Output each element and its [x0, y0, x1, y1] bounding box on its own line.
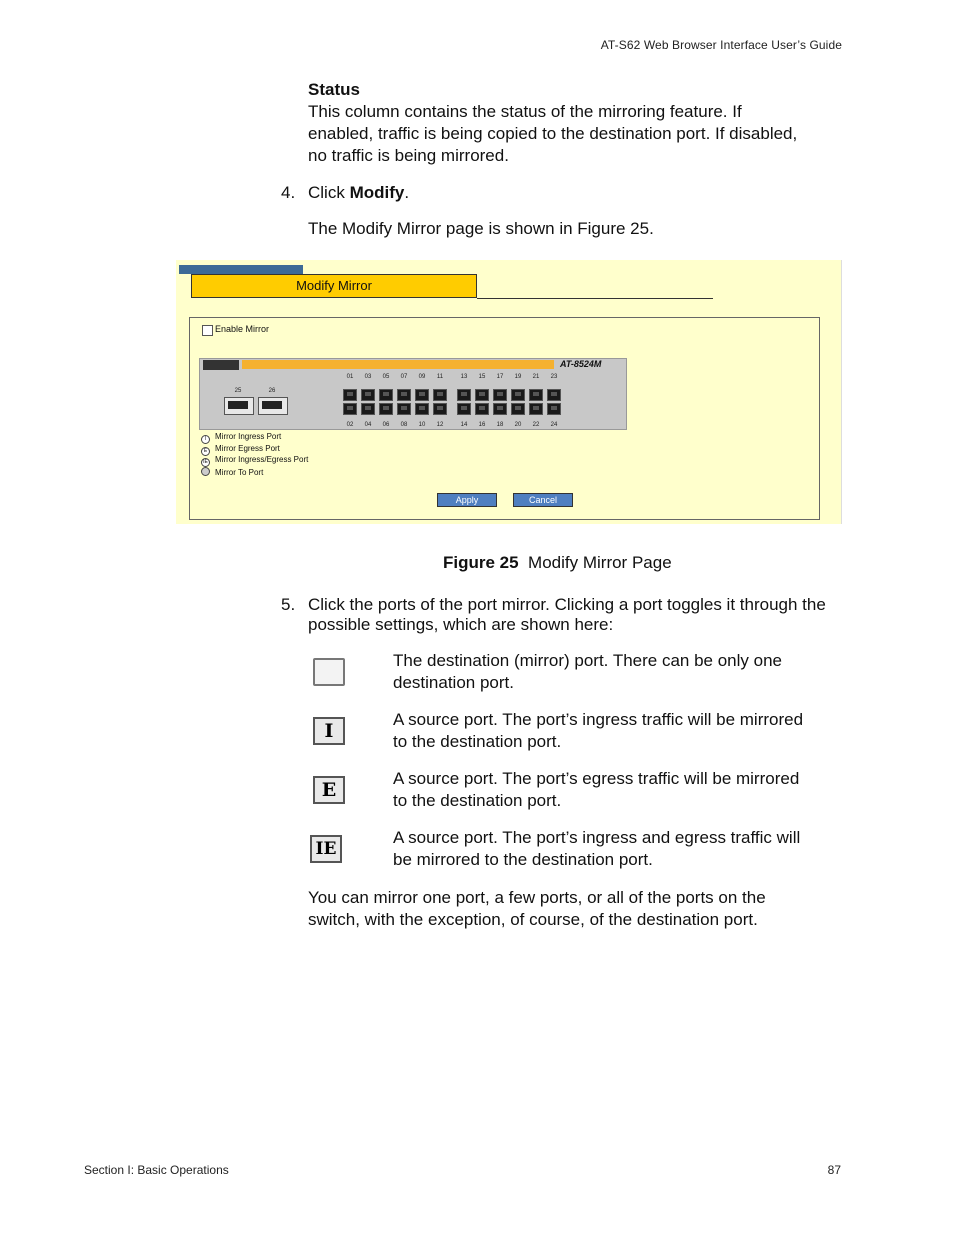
port-state-description: be mirrored to the destination port. — [393, 850, 653, 869]
port-number-top: 03 — [364, 374, 372, 380]
closing-line-2: switch, with the exception, of course, of the destination port. — [308, 910, 758, 929]
closing-line-1: You can mirror one port, a few ports, or all of the ports on the — [308, 888, 766, 907]
uplink-port-socket — [262, 401, 282, 409]
cancel-button[interactable]: Cancel — [513, 493, 573, 507]
switch-port-top[interactable] — [547, 389, 561, 401]
legend-port-icon: E — [201, 447, 210, 456]
switch-port-bottom[interactable] — [379, 403, 393, 415]
uplink-port-socket — [228, 401, 248, 409]
port-state-e-icon: E — [313, 776, 345, 804]
port-number-top: 09 — [418, 374, 426, 380]
uplink-port-number: 25 — [234, 388, 242, 394]
modify-mirror-figure — [176, 260, 842, 524]
enable-mirror-checkbox[interactable] — [202, 325, 213, 336]
switch-port-top[interactable] — [433, 389, 447, 401]
port-number-bottom: 12 — [436, 422, 444, 428]
legend-label: Mirror To Port — [215, 467, 264, 477]
switch-port-bottom[interactable] — [457, 403, 471, 415]
port-state-description: destination port. — [393, 673, 514, 692]
legend-item — [201, 432, 281, 444]
switch-stripe — [242, 360, 554, 369]
port-number-top: 11 — [436, 374, 444, 380]
port-number-bottom: 24 — [550, 422, 558, 428]
legend-port-icon: IE — [201, 458, 210, 467]
port-state-description: to the destination port. — [393, 791, 562, 810]
switch-port-bottom[interactable] — [493, 403, 507, 415]
switch-port-bottom[interactable] — [415, 403, 429, 415]
port-state-description: A source port. The port’s egress traffic will be mirrored — [393, 769, 800, 788]
page-number: 87 — [827, 1163, 841, 1177]
status-heading: Status — [308, 80, 360, 99]
switch-port-top[interactable] — [457, 389, 471, 401]
switch-port-bottom[interactable] — [343, 403, 357, 415]
switch-port-top[interactable] — [397, 389, 411, 401]
legend-item — [201, 444, 280, 456]
switch-port-top[interactable] — [361, 389, 375, 401]
legend-item — [201, 467, 263, 477]
port-number-top: 05 — [382, 374, 390, 380]
port-state-destination-icon — [313, 658, 345, 686]
port-state-description: to the destination port. — [393, 732, 562, 751]
step-5-line-2: possible settings, which are shown here: — [308, 615, 614, 634]
modify-mirror-title: Modify Mirror — [191, 274, 477, 298]
port-number-bottom: 20 — [514, 422, 522, 428]
switch-port-bottom[interactable] — [397, 403, 411, 415]
port-number-top: 15 — [478, 374, 486, 380]
status-line-1: This column contains the status of the mirroring feature. If — [308, 102, 742, 121]
switch-port-top[interactable] — [379, 389, 393, 401]
port-number-bottom: 18 — [496, 422, 504, 428]
port-number-top: 07 — [400, 374, 408, 380]
switch-port-bottom[interactable] — [475, 403, 489, 415]
legend-label: Mirror Ingress Port — [215, 432, 282, 441]
footer-section: Section I: Basic Operations — [84, 1163, 229, 1177]
port-number-bottom: 06 — [382, 422, 390, 428]
port-number-bottom: 14 — [460, 422, 468, 428]
running-header: AT-S62 Web Browser Interface User’s Guide — [600, 38, 842, 52]
switch-model: AT-8524M — [560, 359, 602, 369]
port-state-description: A source port. The port’s ingress and egress traffic will — [393, 828, 801, 847]
switch-port-bottom[interactable] — [511, 403, 525, 415]
uplink-port[interactable] — [258, 397, 288, 415]
port-number-top: 13 — [460, 374, 468, 380]
vendor-logo — [203, 360, 239, 370]
port-state-i-icon: I — [313, 717, 345, 745]
legend-port-icon: I — [201, 435, 210, 444]
switch-port-bottom[interactable] — [529, 403, 543, 415]
legend-label: Mirror Ingress/Egress Port — [215, 455, 309, 464]
port-number-bottom: 16 — [478, 422, 486, 428]
step-4-note: The Modify Mirror page is shown in Figure 25. — [308, 219, 654, 238]
uplink-port-number: 26 — [268, 388, 276, 394]
port-number-top: 19 — [514, 374, 522, 380]
port-state-description: The destination (mirror) port. There can be only one — [393, 651, 782, 670]
figure-tab-bar — [179, 265, 303, 274]
figure-caption: Figure 25 Modify Mirror Page — [443, 553, 672, 572]
status-line-3: no traffic is being mirrored. — [308, 146, 509, 165]
port-number-top: 17 — [496, 374, 504, 380]
step-5-line-1: Click the ports of the port mirror. Clicking a port toggles it through the — [308, 595, 826, 614]
port-number-bottom: 22 — [532, 422, 540, 428]
switch-port-bottom[interactable] — [547, 403, 561, 415]
title-underline — [477, 298, 713, 299]
enable-mirror-label: Enable Mirror — [215, 324, 270, 334]
switch-port-top[interactable] — [475, 389, 489, 401]
mirror-settings-panel — [189, 317, 820, 520]
modify-keyword: Modify — [349, 183, 405, 202]
apply-button[interactable]: Apply — [437, 493, 497, 507]
status-line-2: enabled, traffic is being copied to the destination port. If disabled, — [308, 124, 798, 143]
port-number-top: 21 — [532, 374, 540, 380]
switch-port-top[interactable] — [493, 389, 507, 401]
legend-label: Mirror Egress Port — [215, 443, 280, 453]
legend-port-icon — [201, 467, 210, 476]
step-4-number: 4. — [281, 183, 296, 202]
port-number-bottom: 04 — [364, 422, 372, 428]
step-4-text: Click Modify. — [308, 183, 410, 202]
switch-faceplate — [199, 358, 627, 430]
uplink-port[interactable] — [224, 397, 254, 415]
switch-port-top[interactable] — [343, 389, 357, 401]
port-number-top: 23 — [550, 374, 558, 380]
port-state-ie-icon: IE — [310, 835, 342, 863]
switch-port-top[interactable] — [511, 389, 525, 401]
legend-item — [201, 455, 308, 467]
port-number-bottom: 10 — [418, 422, 426, 428]
switch-port-bottom[interactable] — [361, 403, 375, 415]
port-number-bottom: 02 — [346, 422, 354, 428]
port-number-top: 01 — [346, 374, 354, 380]
switch-port-top[interactable] — [529, 389, 543, 401]
port-number-bottom: 08 — [400, 422, 408, 428]
switch-port-top[interactable] — [415, 389, 429, 401]
step-5-number: 5. — [281, 595, 296, 614]
port-state-description: A source port. The port’s ingress traffic will be mirrored — [393, 710, 804, 729]
switch-port-bottom[interactable] — [433, 403, 447, 415]
